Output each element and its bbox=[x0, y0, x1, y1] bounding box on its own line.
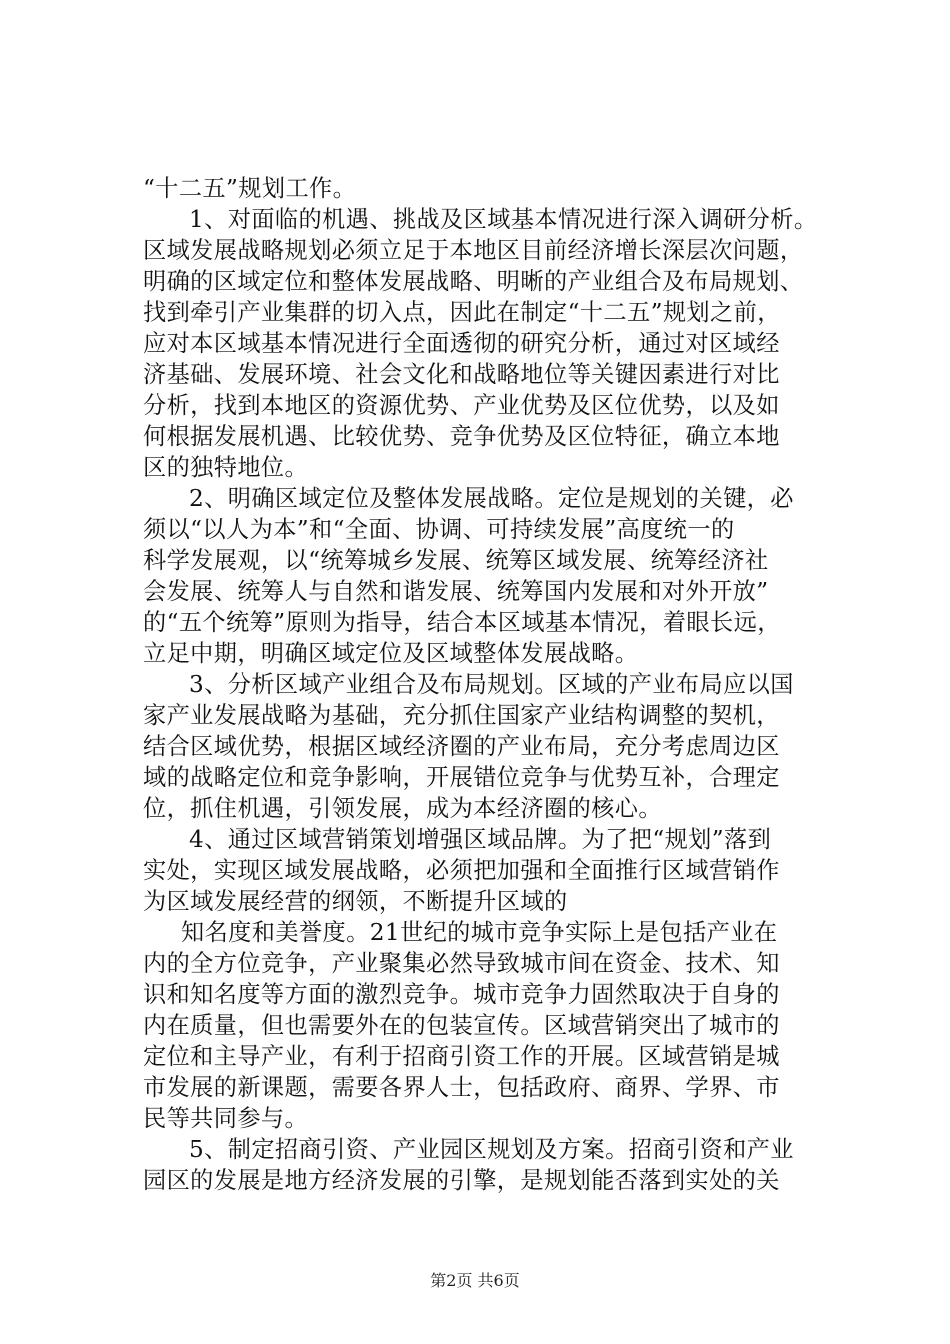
text-line: 何根据发展机遇、比较优势、竞争优势及区位特征，确立本地 bbox=[143, 423, 780, 450]
text-line: 2、明确区域定位及整体发展战略。定位是规划的关键，必 bbox=[189, 485, 794, 512]
text-line: 市发展的新课题，需要各界人士，包括政府、商界、学界、市 bbox=[143, 1074, 780, 1101]
text-line: 4、通过区域营销策划增强区域品牌。为了把“规划”落到 bbox=[189, 826, 772, 853]
text-line: 科学发展观，以“统筹城乡发展、统筹区域发展、统筹经济社 bbox=[143, 547, 769, 574]
text-line: 域的战略定位和竞争影响，开展错位竞争与优势互补，合理定 bbox=[143, 764, 780, 791]
text-line: 家产业发展战略为基础，充分抓住国家产业结构调整的契机， bbox=[143, 702, 780, 729]
text-line: 应对本区域基本情况进行全面透彻的研究分析，通过对区域经 bbox=[143, 330, 780, 357]
text-line: 园区的发展是地方经济发展的引擎，是规划能否落到实处的关 bbox=[143, 1167, 780, 1194]
text-line: 定位和主导产业，有利于招商引资工作的开展。区域营销是城 bbox=[143, 1043, 780, 1070]
text-line: 5、制定招商引资、产业园区规划及方案。招商引资和产业 bbox=[189, 1136, 794, 1163]
text-line: 的“五个统筹”原则为指导，结合本区域基本情况，着眼长远， bbox=[143, 609, 781, 636]
text-line: 民等共同参与。 bbox=[143, 1105, 309, 1132]
text-line: 立足中期，明确区域定位及区域整体发展战略。 bbox=[143, 640, 639, 667]
text-line: 内在质量，但也需要外在的包装宣传。区域营销突出了城市的 bbox=[143, 1012, 780, 1039]
text-line: 会发展、统筹人与自然和谐发展、统筹国内发展和对外开放” bbox=[143, 578, 769, 605]
text-line: 明确的区域定位和整体发展战略、明晰的产业组合及布局规划、 bbox=[143, 268, 804, 295]
body-text bbox=[143, 173, 833, 1196]
text-line: 位，抓住机遇，引领发展，成为本经济圈的核心。 bbox=[143, 795, 662, 822]
text-line: 识和知名度等方面的激烈竞争。城市竞争力固然取决于自身的 bbox=[143, 981, 780, 1008]
text-line: 区的独特地位。 bbox=[143, 454, 309, 481]
text-line: 3、分析区域产业组合及布局规划。区域的产业布局应以国 bbox=[189, 671, 794, 698]
text-line: 实处，实现区域发展战略，必须把加强和全面推行区域营销作 bbox=[143, 857, 780, 884]
text-line: 济基础、发展环境、社会文化和战略地位等关键因素进行对比 bbox=[143, 361, 780, 388]
text-line: “十二五”规划工作。 bbox=[143, 175, 357, 202]
text-line: 1、对面临的机遇、挑战及区域基本情况进行深入调研分析。 bbox=[189, 206, 818, 233]
text-line: 分析，找到本地区的资源优势、产业优势及区位优势，以及如 bbox=[143, 392, 780, 419]
text-line: 内的全方位竞争，产业聚集必然导致城市间在资金、技术、知 bbox=[143, 950, 780, 977]
text-line: 为区域发展经营的纲领，不断提升区域的 bbox=[143, 888, 568, 915]
page-footer: 第2页 共6页 bbox=[430, 1271, 520, 1290]
text-line: 区域发展战略规划必须立足于本地区目前经济增长深层次问题， bbox=[143, 237, 804, 264]
text-line: 须以“以人为本”和“全面、协调、可持续发展”高度统一的 bbox=[143, 516, 735, 543]
text-line: 知名度和美誉度。21世纪的城市竞争实际上是包括产业在 bbox=[181, 919, 778, 946]
text-line: 结合区域优势，根据区域经济圈的产业布局，充分考虑周边区 bbox=[143, 733, 780, 760]
text-line: 找到牵引产业集群的切入点，因此在制定“十二五”规划之前， bbox=[143, 299, 781, 326]
